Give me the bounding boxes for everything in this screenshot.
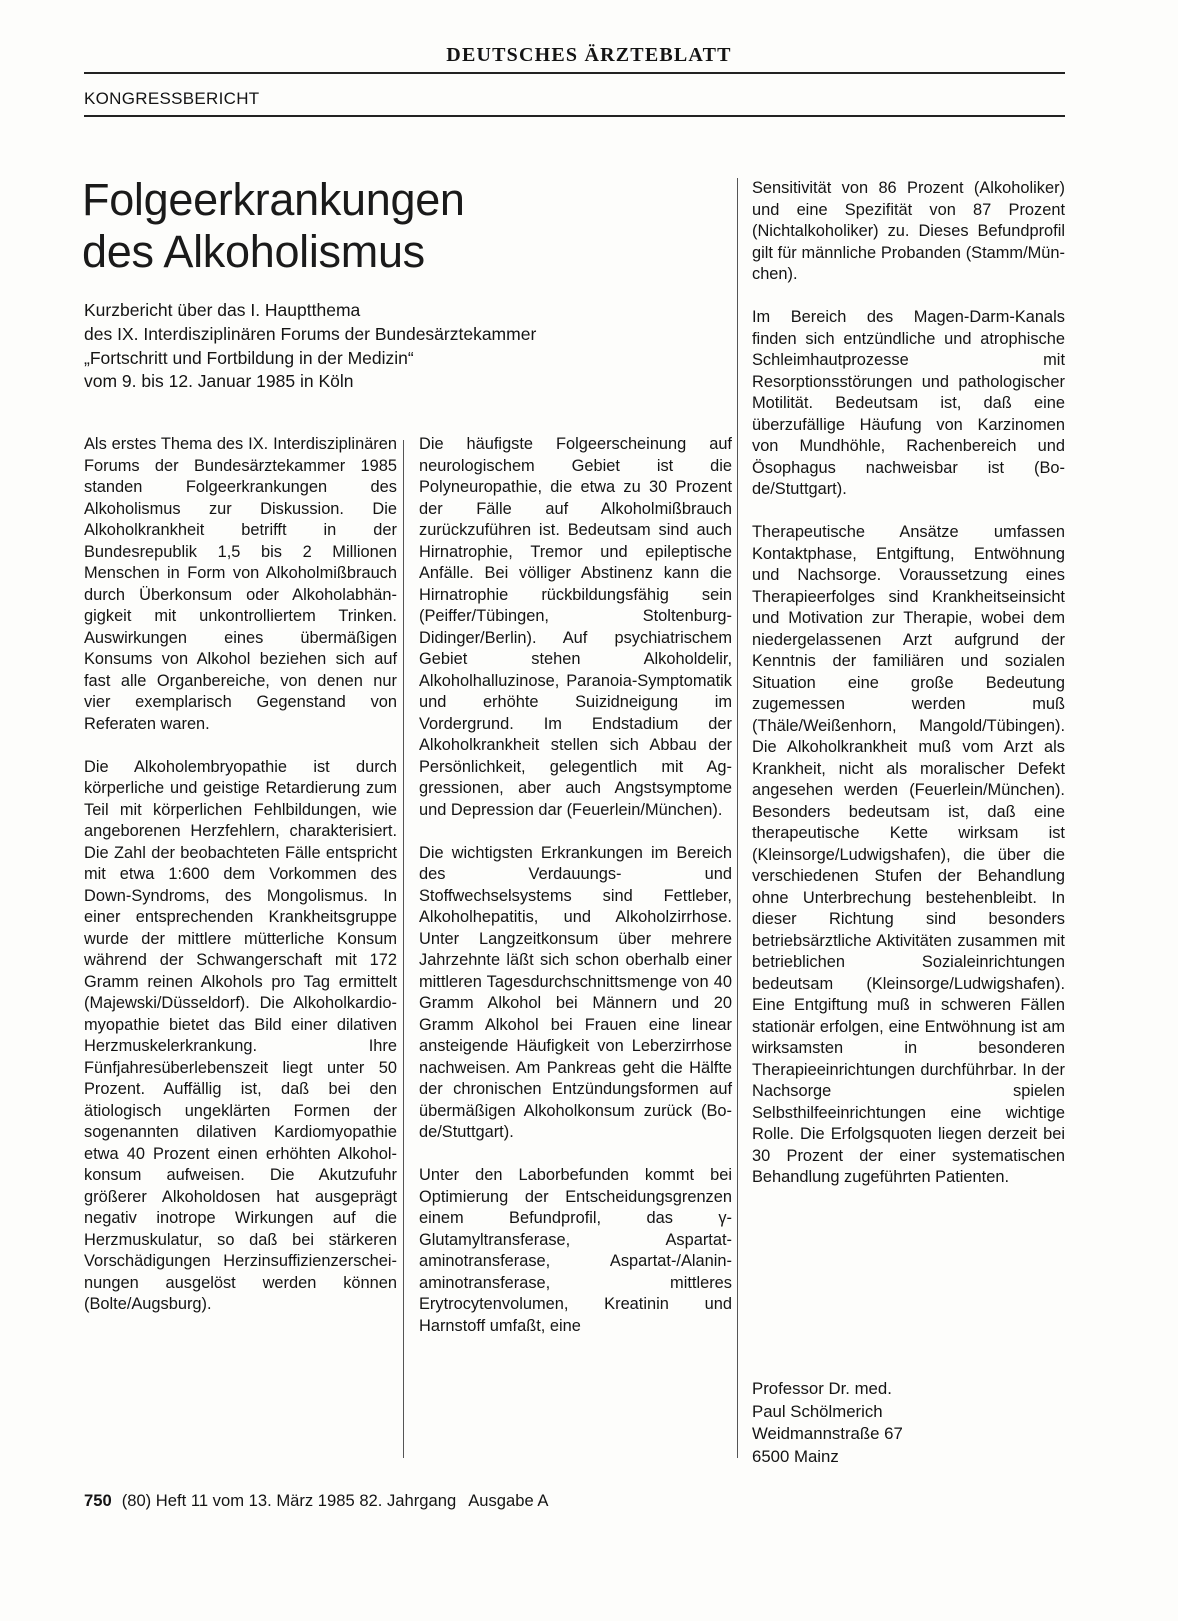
title-line: des Alkoholismus xyxy=(82,226,425,277)
paragraph: Die häufigste Folgeerscheinung auf neurologischem Gebiet ist die Polyneuropathie, die etwa zu 30 Prozent der Fälle auf Alkoholmißbrauch zurückzuführen ist. Bedeutsam sind auch Hirnatrophie, Tremor und epileptische Anfälle. Bei völliger Abstinenz kann die Hirnatrophie rückbildungsfähig sein (Peiffer/Tübingen, Stoltenburg-Didinger/Berlin). Auf psychiatrischem Gebiet stehen Alkoholdelir, Alkoholhalluzinose, Paranoia-Symptomatik und erhöhte Suizidneigung im Vordergrund. Im Endstadium der Alkoholkrankheit stellen sich Abbau der Persönlichkeit, gelegentlich mit Aggressionen, aber auch Angstsymptome und Depression dar (Feuerlein/München). xyxy=(419,435,732,819)
paragraph: Therapeutische Ansätze umfassen Kontaktphase, Entgiftung, Entwöhnung und Nachsorge. Voraussetzung eines Therapieerfolges sind Krankheitseinsicht und Motivation zur Therapie, wobei dem niedergelassenen Arzt aufgrund der Kenntnis der familiären und sozialen Situation eine große Bedeutung zugemessen werden muß (Thäle/Weißenhorn, Mangold/Tübingen). Die Alkoholkrankheit muß vom Arzt als Krankheit, nicht als moralischer Defekt angesehen werden (Feuerlein/München). Besonders bedeutsam ist, daß eine therapeutische Kette wirksam ist (Kleinsorge/Ludwigshafen), die über die verschiedenen Stufen der Behandlung ohne Unterbrechung bestehenbleibt. In dieser Richtung sind besonders betriebsärztliche Aktivitäten zusammen mit betrieblichen Sozialeinrichtungen bedeutsam (Kleinsorge/Ludwigshafen). Eine Entgiftung muß in schweren Fällen stationär erfolgen, eine Entwöhnung ist am wirksamsten in besonderen Therapieeinrichtungen durchführbar. In der Nachsorge spielen Selbsthilfeeinrichtungen eine wichtige Rolle. Die Erfolgsquoten liegen derzeit bei 30 Prozent der einer systematischen Behandlung zugeführten Patienten. xyxy=(752,523,1065,1186)
author-street: Weidmannstraße 67 xyxy=(752,1424,903,1443)
subtitle-line: vom 9. bis 12. Januar 1985 in Köln xyxy=(84,371,354,392)
author-address xyxy=(752,1378,1065,1468)
paragraph: Die wichtigsten Erkrankungen im Bereich des Verdauungs- und Stoffwechselsystems sind Fettleber, Alkoholhepatitis, und Alkoholzirrhose. Unter Langzeitkonsum über mehrere Jahrzehnte läßt sich schon oberhalb einer mittleren Tagesdurchschnittsmenge von 40 Gramm Alkohol bei Männern und 20 Gramm Alkohol bei Frauen eine linear ansteigende Häufigkeit von Leberzirrhose nachweisen. Am Pankreas geht die Hälfte der chronischen Entzündungsformen auf übermäßigen Alkoholkonsum zurück (Bode/Stuttgart). xyxy=(419,843,732,1141)
paragraph: Als erstes Thema des IX. Interdisziplinären Forums der Bundesärztekammer 1985 standen Folgeerkrankungen des Alkoholismus zur Diskussion. Die Alkoholkrankheit betrifft in der Bundesrepublik 1,5 bis 2 Millionen Menschen in Form von Alkoholmißbrauch durch Überkonsum oder Alkoholabhängigkeit mit unkontrolliertem Trinken. Auswirkungen eines übermäßigen Konsums von Alkohol beziehen sich auf fast alle Organbereiche, von denen nur vier exemplarisch Gegenstand von Referaten waren. xyxy=(84,435,397,733)
subtitle-line: des IX. Interdisziplinären Forums der Bundesärztekammer xyxy=(84,323,537,344)
article-subtitle xyxy=(84,299,724,394)
paragraph: Im Bereich des Magen-Darm-Kanals finden sich entzündliche und atrophische Schleimhautprozesse mit Resorptionsstörungen und pathologischer Motilität. Bedeutsam ist, daß eine überzufällige Häufung von Karzinomen von Mundhöhle, Rachenbereich und Ösophagus nachweisbar ist (Bode/Stuttgart). xyxy=(752,308,1065,498)
masthead: DEUTSCHES ÄRZTEBLATT xyxy=(446,44,732,66)
article-title xyxy=(82,174,702,278)
author-city: 6500 Mainz xyxy=(752,1446,839,1466)
author-title: Professor Dr. med. xyxy=(752,1379,892,1398)
column-divider xyxy=(403,440,404,1458)
page-number: 750 xyxy=(84,1491,112,1510)
subtitle-line: „Fortschritt und Fortbildung in der Medizin“ xyxy=(84,347,414,368)
section-rule xyxy=(84,115,1065,117)
edition-info: Ausgabe A xyxy=(468,1491,549,1510)
paragraph: Unter den Laborbefunden kommt bei Optimierung der Entscheidungsgrenzen einem Befundprofil, das γ- Glutamyltransferase, Aspartat-aminotransferase, Aspartat-/Alanin-aminotransferase, mittleres Erytrocytenvolumen, Kreatinin und Harnstoff umfaßt, eine xyxy=(419,1166,732,1335)
subtitle-line: Kurzbericht über das I. Hauptthema xyxy=(84,300,361,320)
section-label: KONGRESSBERICHT xyxy=(84,89,260,108)
issue-info: (80) Heft 11 vom 13. März 1985 82. Jahrgang xyxy=(121,1491,457,1510)
column-divider xyxy=(737,178,738,1458)
paragraph: Sensitivität von 86 Prozent (Alkoholiker) und eine Spezifität von 87 Prozent (Nichtalkoholiker) zu. Dieses Befundprofil gilt für männliche Probanden (Stamm/München). xyxy=(752,179,1065,283)
text-column-1 xyxy=(84,434,397,1337)
text-column-3 xyxy=(752,178,1065,1210)
text-column-2 xyxy=(419,434,732,1359)
page-footer xyxy=(84,1491,549,1511)
author-name: Paul Schölmerich xyxy=(752,1401,883,1421)
paragraph: Die Alkoholembryopathie ist durch körperliche und geistige Retardierung zum Teil mit körperlichen Fehlbildungen, wie angeborenen Herzfehlern, charakterisiert. Die Zahl der beobachteten Fälle entspricht mit etwa 1:600 dem Vorkommen des Down-Syndroms, des Mongolismus. In einer entsprechenden Krankheitsgruppe wurde der mittlere mütterliche Konsum während der Schwangerschaft mit 172 Gramm reinen Alkohols pro Tag ermittelt (Majewski/Düsseldorf). Die Alkoholkardiomyopathie bietet das Bild einer dilativen Herzmuskelerkrankung. Ihre Fünfjahresüberlebenszeit liegt unter 50 Prozent. Auffällig ist, daß bei den ätiologisch ungeklärten Formen der sogenannten dilativen Kardiomyopathie etwa 40 Prozent einen erhöhten Alkoholkonsum aufweisen. Die Akutzufuhr größerer Alkoholdosen hat ausgeprägt negativ inotrope Wirkungen auf die Herzmuskulatur, so daß bei stärkeren Vorschädigungen Herzinsuffizienzerscheinungen ausgelöst werden können (Bolte/Augsburg). xyxy=(84,757,397,1313)
header-rule xyxy=(84,72,1065,74)
title-line: Folgeerkrankungen xyxy=(82,174,465,225)
